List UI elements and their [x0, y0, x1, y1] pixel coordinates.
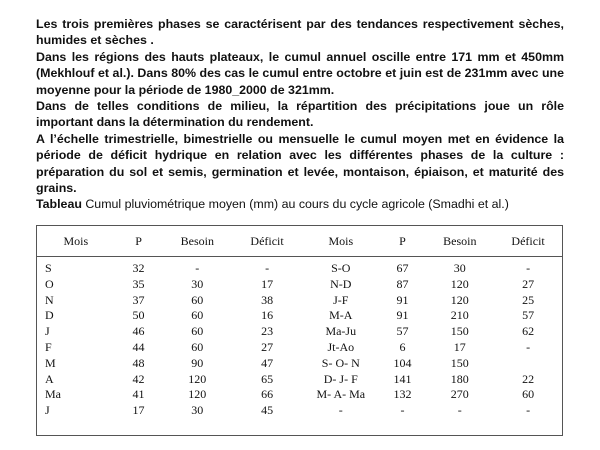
column-header: P — [115, 226, 163, 257]
table-row — [37, 372, 562, 388]
table-caption — [36, 196, 576, 212]
table-row — [37, 308, 562, 324]
table-cell: 41 — [132, 387, 145, 402]
table-row — [37, 356, 562, 372]
table-cell: F — [45, 339, 52, 354]
table-cell: 22 — [522, 371, 535, 386]
column-header: Besoin — [162, 226, 232, 257]
table-cell: 60 — [191, 308, 204, 323]
body-text — [36, 16, 564, 196]
table-cell: N — [45, 292, 54, 307]
column-header: Mois — [37, 226, 115, 257]
table-cell: - — [265, 261, 270, 275]
table-cell: 132 — [393, 387, 412, 402]
table-cell: Jt-Ao — [327, 339, 355, 354]
table-cell: 57 — [396, 324, 409, 339]
column-header: Déficit — [232, 226, 302, 257]
table-cell: 37 — [132, 292, 145, 307]
table-cell — [494, 356, 562, 372]
header-row — [37, 226, 562, 257]
table-cell: 104 — [393, 355, 412, 370]
table-cell: 150 — [450, 324, 469, 339]
table-cell: S-O — [331, 261, 351, 275]
table-cell: Ma-Ju — [325, 324, 357, 339]
table-cell: 46 — [132, 324, 145, 339]
table-cell: 6 — [399, 339, 406, 354]
table-cell: O — [45, 276, 54, 291]
table-cell: 270 — [450, 387, 469, 402]
table-cell: 25 — [522, 292, 535, 307]
table-cell: 57 — [522, 308, 535, 323]
caption-lead: Tableau — [36, 197, 82, 211]
table-cell: M — [45, 355, 56, 370]
table-cell: 45 — [261, 403, 274, 418]
table-row — [37, 293, 562, 309]
table-cell: 30 — [453, 261, 466, 275]
table-cell: 17 — [132, 403, 145, 418]
column-header: Déficit — [494, 226, 562, 257]
column-header: Mois — [302, 226, 380, 257]
table-cell: 47 — [261, 355, 274, 370]
table-cell: 180 — [450, 371, 469, 386]
paragraph: Dans les régions des hauts plateaux, le cumul annuel oscille entre 171 mm et 450mm (Mekhlouf et al.). Dans 80% des cas le cumul entre octobre et juin est de 231mm avec une moyenne pour la période de 1980_2000 de 321mm. — [36, 49, 564, 97]
table-cell: Ma — [45, 387, 61, 402]
table-row — [37, 340, 562, 356]
table-cell: A — [45, 371, 54, 386]
table-cell: 141 — [393, 371, 412, 386]
table-cell: 120 — [188, 387, 207, 402]
table-cell: 30 — [191, 403, 204, 418]
paragraph: A l’échelle trimestrielle, bimestrielle ou mensuelle le cumul moyen met en évidence la période de déficit hydrique en relation avec les différentes phases de la culture : préparation du sol et semis, germination et levée, montaison, épiaison, et maturité des grains. — [36, 131, 564, 196]
table-cell: 66 — [261, 387, 274, 402]
data-table — [37, 226, 562, 419]
paragraph: Les trois premières phases se caractérisent par des tendances respectivement sèches, humides et sèches . — [36, 17, 564, 48]
table-row — [37, 387, 562, 403]
table-cell: J — [45, 324, 50, 339]
table-cell: - — [526, 339, 531, 354]
table-cell: N-D — [330, 276, 352, 291]
caption-text: Cumul pluviométrique moyen (mm) au cours du cycle agricole (Smadhi et al.) — [81, 197, 509, 211]
table-cell: J — [45, 403, 50, 418]
table-cell: 16 — [261, 308, 274, 323]
table-cell: 60 — [191, 324, 204, 339]
table-cell: J-F — [333, 292, 349, 307]
table-cell: 60 — [191, 292, 204, 307]
table-cell: 30 — [191, 276, 204, 291]
table-cell: 67 — [396, 261, 409, 275]
table-cell: 32 — [132, 261, 145, 275]
table-row — [37, 257, 562, 277]
table-cell: 62 — [522, 324, 535, 339]
table-cell: 60 — [191, 339, 204, 354]
table-cell: 23 — [261, 324, 274, 339]
table-cell: M-A — [329, 308, 353, 323]
table-cell: 120 — [450, 292, 469, 307]
table-cell: D — [45, 308, 54, 323]
table-cell: 60 — [522, 387, 535, 402]
table-cell: - — [526, 261, 531, 275]
table-row — [37, 277, 562, 293]
table-cell: 38 — [261, 292, 274, 307]
paragraph: Dans de telles conditions de milieu, la répartition des précipitations joue un rôle important dans la détermination du rendement. — [36, 99, 564, 130]
table-cell: 120 — [450, 276, 469, 291]
table-cell: 35 — [132, 276, 145, 291]
table-cell: 120 — [188, 371, 207, 386]
table-cell: 150 — [450, 355, 469, 370]
rainfall-table — [36, 225, 563, 436]
table-cell: - — [526, 403, 531, 418]
table-cell: 210 — [450, 308, 469, 323]
table-cell: - — [195, 261, 200, 275]
column-header: Besoin — [425, 226, 494, 257]
table-cell: D- J- F — [323, 371, 358, 386]
table-cell: - — [338, 403, 343, 418]
table-cell: 42 — [132, 371, 145, 386]
table-cell: S- O- N — [321, 355, 360, 370]
table-cell: 27 — [261, 339, 274, 354]
table-body — [37, 257, 562, 419]
table-cell: 65 — [261, 371, 274, 386]
table-cell: 87 — [396, 276, 409, 291]
table-cell: - — [400, 403, 405, 418]
table-cell: 17 — [261, 276, 274, 291]
table-cell: - — [457, 403, 462, 418]
table-cell: S — [45, 261, 52, 275]
table-cell: 27 — [522, 276, 535, 291]
table-row — [37, 324, 562, 340]
table-cell: 48 — [132, 355, 145, 370]
table-cell: 90 — [191, 355, 204, 370]
table-cell: 91 — [396, 292, 409, 307]
table-cell: 44 — [132, 339, 145, 354]
table-cell: 17 — [453, 339, 466, 354]
table-cell: M- A- Ma — [316, 387, 366, 402]
table-row — [37, 403, 562, 419]
table-cell: 91 — [396, 308, 409, 323]
column-header: P — [380, 226, 426, 257]
table-cell: 50 — [132, 308, 145, 323]
